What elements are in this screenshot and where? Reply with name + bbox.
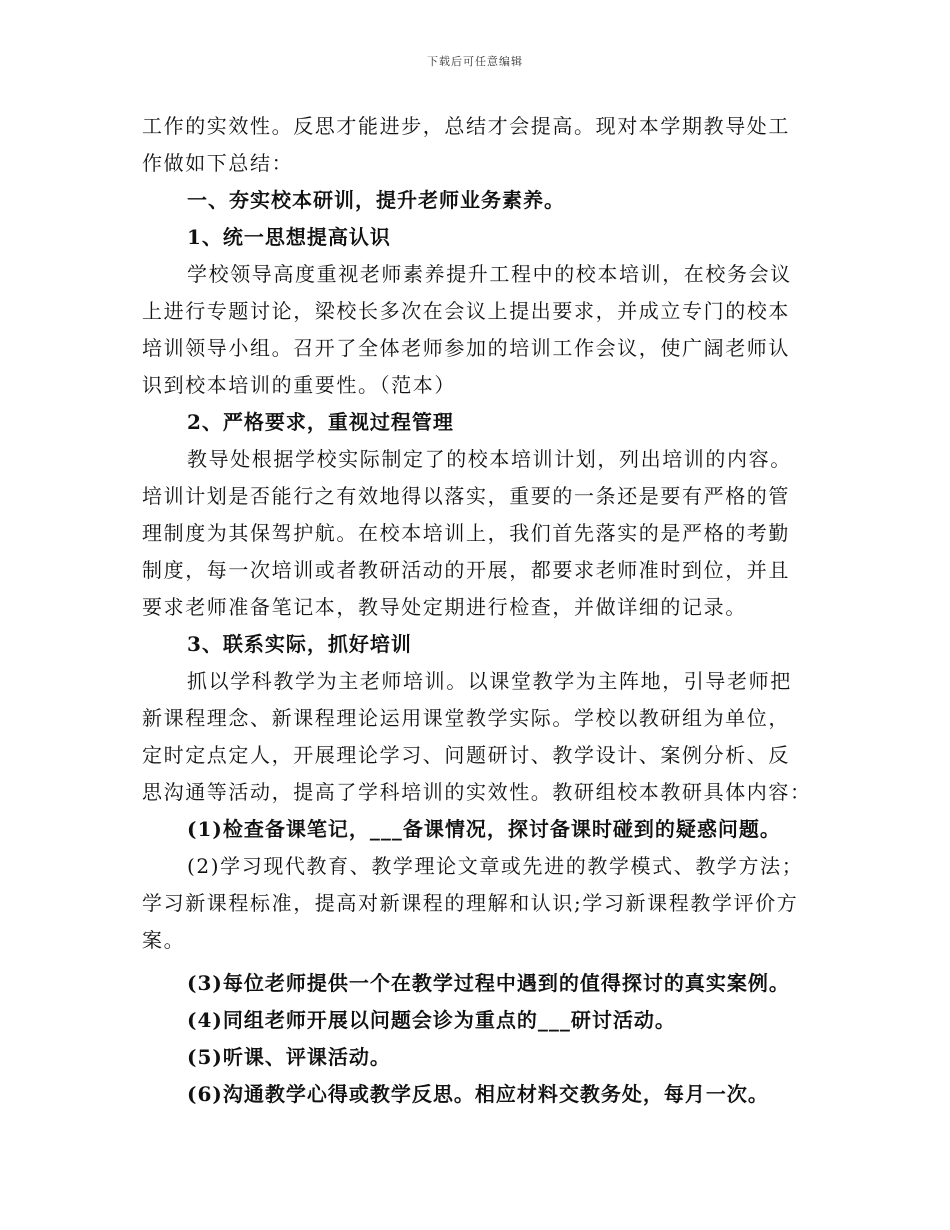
- paragraph-line: 定时定点定人，开展理论学习、问题研讨、教学设计、案例分析、反: [142, 743, 790, 767]
- list-item: (6)沟通教学心得或教学反思。相应材料交教务处，每月一次。: [187, 1082, 769, 1106]
- list-item: (5)听课、评课活动。: [187, 1045, 391, 1069]
- list-item: (1)检查备课笔记，___备课情况，探讨备课时碰到的疑惑问题。: [187, 817, 781, 841]
- subsection-heading: 2、严格要求，重视过程管理: [187, 410, 454, 434]
- list-item: (3)每位老师提供一个在教学过程中遇到的值得探讨的真实案例。: [187, 971, 790, 995]
- paragraph-line: 理制度为其保驾护航。在校本培训上，我们首先落实的是严格的考勤: [142, 521, 790, 545]
- subsection-heading: 3、联系实际，抓好培训: [187, 632, 412, 656]
- paragraph-line: 识到校本培训的重要性。（范本）: [142, 373, 456, 397]
- paragraph-line: 学习新课程标准，提高对新课程的理解和认识;学习新课程教学评价方: [142, 891, 799, 915]
- paragraph-line: 新课程理念、新课程理论运用课堂教学实际。学校以教研组为单位，: [142, 706, 790, 730]
- section-heading: 一、夯实校本研训，提升老师业务素养。: [187, 188, 565, 212]
- paragraph-line: 学校领导高度重视老师素养提升工程中的校本培训，在校务会议: [187, 262, 792, 286]
- list-item: (2)学习现代教育、教学理论文章或先进的教学模式、教学方法；: [187, 854, 804, 878]
- page-header: 下载后可任意编辑: [427, 55, 523, 68]
- list-item: (4)同组老师开展以问题会诊为重点的___研讨活动。: [187, 1008, 676, 1032]
- paragraph-line: 抓以学科教学为主老师培训。以课堂教学为主阵地，引导老师把: [187, 669, 792, 693]
- paragraph-line: 教导处根据学校实际制定了的校本培训计划，列出培训的内容。: [187, 447, 792, 471]
- paragraph-line: 上进行专题讨论，梁校长多次在会议上提出要求，并成立专门的校本: [142, 299, 790, 323]
- subsection-heading: 1、统一思想提高认识: [187, 225, 391, 249]
- paragraph-line: 制度，每一次培训或者教研活动的开展，都要求老师准时到位，并且: [142, 558, 790, 582]
- paragraph-line: 要求老师准备笔记本，教导处定期进行检查，并做详细的记录。: [142, 595, 747, 619]
- paragraph-line: 思沟通等活动，提高了学科培训的实效性。教研组校本教研具体内容：: [142, 780, 812, 804]
- paragraph-line: 培训领导小组。召开了全体老师参加的培训工作会议，使广阔老师认: [142, 336, 790, 360]
- paragraph-line: 案。: [142, 928, 186, 952]
- paragraph-line: 工作的实效性。反思才能进步，总结才会提高。现对本学期教导处工: [142, 114, 790, 138]
- paragraph-line: 作做如下总结：: [142, 151, 294, 175]
- paragraph-line: 培训计划是否能行之有效地得以落实，重要的一条还是要有严格的管: [142, 484, 790, 508]
- document-body: [142, 108, 812, 1113]
